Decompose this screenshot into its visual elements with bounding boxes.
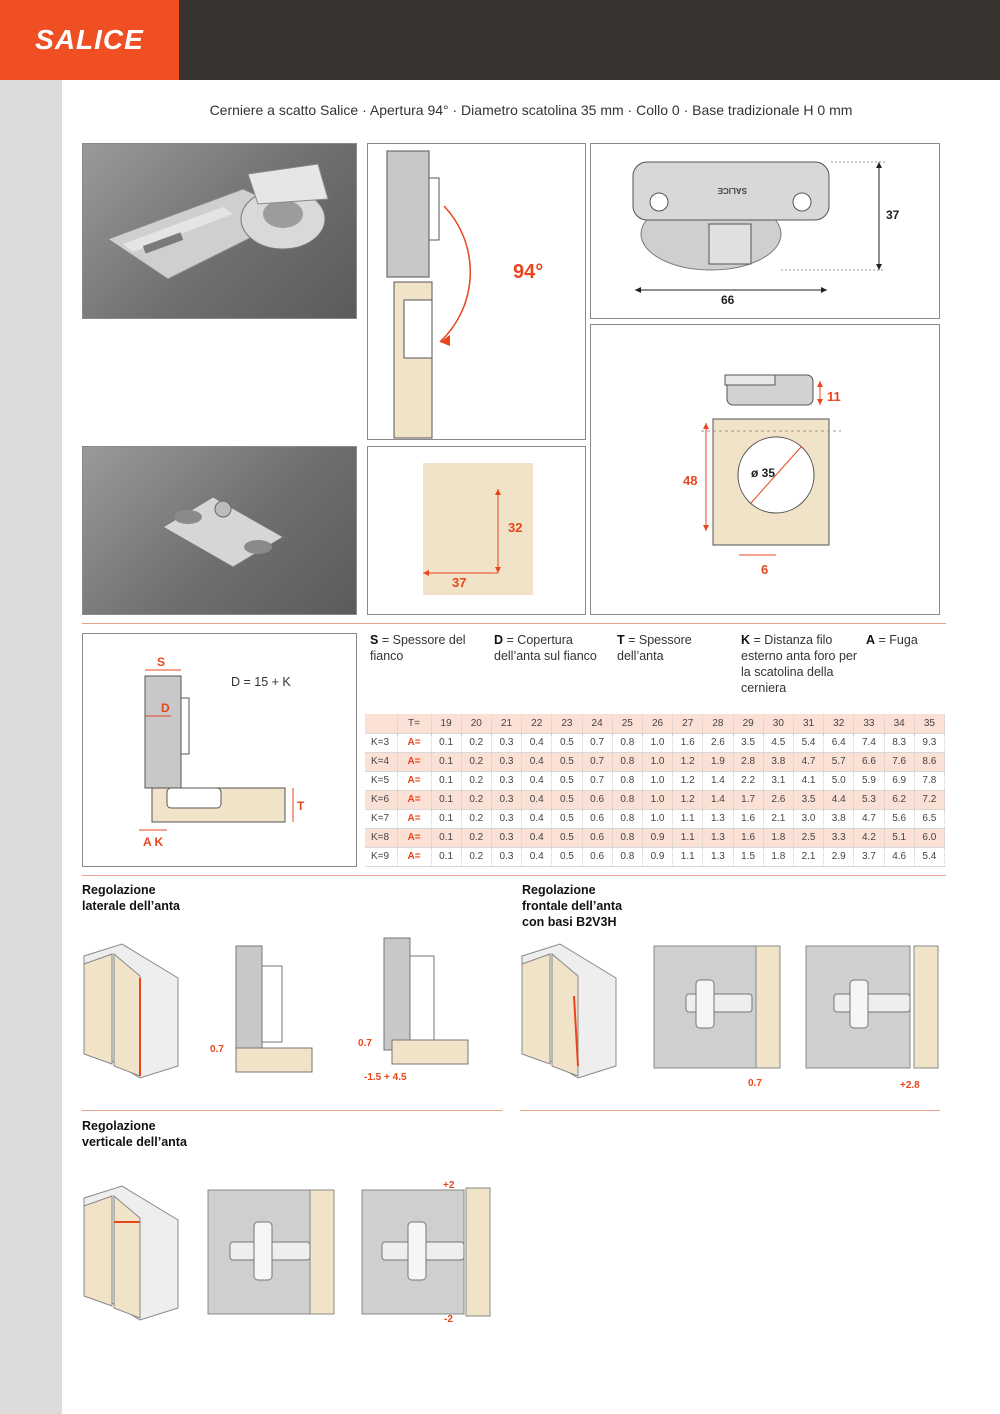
table-cell: 1.0	[642, 733, 672, 752]
table-cell: 1.8	[763, 828, 793, 847]
table-cell: 0.5	[552, 847, 582, 866]
opening-angle-label: 94°	[513, 261, 544, 283]
table-cell: 1.6	[733, 809, 763, 828]
table-cell: 0.4	[522, 790, 552, 809]
frontal-value-2: +2.8	[900, 1080, 920, 1091]
table-cell: 3.1	[763, 771, 793, 790]
table-cell: 6.5	[914, 809, 944, 828]
table-cell: 5.6	[884, 809, 914, 828]
table-row-a: A=	[397, 828, 431, 847]
table-cell: 0.4	[522, 847, 552, 866]
table-cell: 8.3	[884, 733, 914, 752]
table-cell: 1.1	[673, 809, 703, 828]
table-cell: 1.4	[703, 771, 733, 790]
cup-drilling-diagram	[591, 325, 940, 615]
lateral-value-1: 0.7	[210, 1044, 224, 1055]
table-cell: 1.3	[703, 809, 733, 828]
table-cell: 0.8	[612, 847, 642, 866]
table-cell: 2.1	[793, 847, 823, 866]
table-header-cell: 26	[642, 714, 672, 733]
table-cell: 6.2	[884, 790, 914, 809]
table-cell: 0.3	[491, 809, 521, 828]
table-cell: 1.2	[673, 771, 703, 790]
table-cell: 0.4	[522, 752, 552, 771]
table-row-a: A=	[397, 790, 431, 809]
table-cell: 4.2	[854, 828, 884, 847]
table-cell: 7.8	[914, 771, 944, 790]
table-cell: 0.8	[612, 752, 642, 771]
table-cell: 6.4	[824, 733, 854, 752]
table-header-cell: 23	[552, 714, 582, 733]
table-cell: 0.1	[431, 847, 461, 866]
table-cell: 0.7	[582, 752, 612, 771]
table-cell: 0.5	[552, 809, 582, 828]
table-cell: 0.4	[522, 809, 552, 828]
table-cell: 7.4	[854, 733, 884, 752]
lateral-adjustment-title: Regolazione laterale dell’anta	[82, 883, 180, 913]
table-cell: 0.6	[582, 828, 612, 847]
table-cell: 0.1	[431, 752, 461, 771]
frontal-adjustment-title: Regolazione frontale dell’anta con basi B2V3H	[522, 883, 623, 929]
table-cell: 1.0	[642, 790, 672, 809]
vertical-value-plus: +2	[443, 1180, 455, 1191]
table-cell: 5.0	[824, 771, 854, 790]
table-cell: 0.2	[461, 752, 491, 771]
table-cell: 0.8	[612, 809, 642, 828]
table-row-a: A=	[397, 771, 431, 790]
table-cell: 0.5	[552, 733, 582, 752]
table-header-row	[365, 714, 945, 733]
label-ak: A K	[143, 835, 164, 849]
lateral-adjustment-diagram	[82, 936, 502, 1086]
table-cell: 0.4	[522, 733, 552, 752]
table-cell: 2.5	[793, 828, 823, 847]
mounting-plate-illustration	[83, 447, 357, 615]
table-header-cell: 21	[491, 714, 521, 733]
table-cell: 0.5	[552, 828, 582, 847]
cup-height-label: 37	[886, 208, 900, 222]
table-cell: 6.6	[854, 752, 884, 771]
legend-item-k: K = Distanza filo esterno anta foro per la scatolina della cerniera	[741, 633, 858, 695]
table-cell: 2.8	[733, 752, 763, 771]
opening-angle-diagram	[368, 144, 586, 440]
table-cell: 1.4	[703, 790, 733, 809]
table-cell: 0.4	[522, 828, 552, 847]
vertical-value-minus: -2	[444, 1314, 453, 1325]
table-cell: 0.5	[552, 771, 582, 790]
mounting-plate-photo	[82, 446, 357, 615]
table-header-cell: 30	[763, 714, 793, 733]
table-row	[365, 847, 945, 866]
brand-name: SALICE	[35, 24, 144, 55]
table-cell: 1.3	[703, 847, 733, 866]
divider-frontal	[520, 1110, 940, 1111]
table-cell: 0.6	[582, 790, 612, 809]
cup-distance-label: 48	[683, 473, 698, 488]
table-header-cell: 29	[733, 714, 763, 733]
frontal-value-1: 0.7	[748, 1078, 762, 1089]
table-cell: 0.2	[461, 847, 491, 866]
table-cell: 0.8	[612, 790, 642, 809]
table-cell: 1.7	[733, 790, 763, 809]
table-row	[365, 790, 945, 809]
table-header-cell: 34	[884, 714, 914, 733]
divider-table-bottom	[82, 875, 946, 876]
table-cell: 1.2	[673, 752, 703, 771]
table-cell: 3.8	[763, 752, 793, 771]
table-header-cell: 33	[854, 714, 884, 733]
table-cell: 4.4	[824, 790, 854, 809]
cup-width-label: 66	[721, 293, 735, 307]
table-row	[365, 771, 945, 790]
plate-distance-v-label: 32	[508, 520, 523, 535]
table-cell: 3.5	[733, 733, 763, 752]
table-cell: 0.3	[491, 733, 521, 752]
table-header-cell: 25	[612, 714, 642, 733]
table-row-k: K=4	[365, 752, 397, 771]
table-row-a: A=	[397, 752, 431, 771]
table-cell: 1.0	[642, 809, 672, 828]
table-cell: 0.5	[552, 790, 582, 809]
table-header-cell: 19	[431, 714, 461, 733]
divider-table-top	[82, 623, 946, 624]
table-cell: 0.3	[491, 790, 521, 809]
table-cell: 2.6	[763, 790, 793, 809]
table-cell: 4.1	[793, 771, 823, 790]
table-cell: 0.2	[461, 809, 491, 828]
label-t: T	[297, 799, 305, 813]
table-cell: 0.1	[431, 809, 461, 828]
table-cell: 3.7	[854, 847, 884, 866]
table-cell: 5.1	[884, 828, 914, 847]
table-cell: 0.3	[491, 828, 521, 847]
table-cell: 1.2	[673, 790, 703, 809]
table-cell: 0.4	[522, 771, 552, 790]
hinge-illustration	[83, 144, 357, 319]
table-cell: 2.2	[733, 771, 763, 790]
table-row-k: K=5	[365, 771, 397, 790]
frontal-adjustment-diagram	[520, 936, 945, 1096]
table-cell: 6.0	[914, 828, 944, 847]
table-cell: 0.6	[582, 847, 612, 866]
table-cell: 1.0	[642, 752, 672, 771]
table-header-cell: 24	[582, 714, 612, 733]
plate-distance-h-label: 37	[452, 575, 467, 590]
legend-item-t: T = Spessore dell’anta	[617, 633, 692, 663]
table-cell: 0.7	[582, 771, 612, 790]
table-cell: 2.6	[703, 733, 733, 752]
legend-item-a: A = Fuga	[866, 633, 918, 647]
table-cell: 1.5	[733, 847, 763, 866]
overlay-diagram	[83, 634, 357, 867]
table-header-k	[365, 714, 397, 733]
table-row	[365, 733, 945, 752]
overlay-diagram-panel	[82, 633, 357, 867]
table-cell: 7.2	[914, 790, 944, 809]
table-cell: 1.3	[703, 828, 733, 847]
divider-lateral	[82, 1110, 502, 1111]
table-cell: 1.1	[673, 847, 703, 866]
table-cell: 0.9	[642, 847, 672, 866]
table-header-cell: 27	[673, 714, 703, 733]
legend-item-d: D = Copertura dell’anta sul fianco	[494, 633, 597, 663]
table-cell: 0.9	[642, 828, 672, 847]
table-cell: 0.8	[612, 771, 642, 790]
cup-diameter-label: ø 35	[751, 466, 776, 480]
lateral-value-range: -1.5 + 4.5	[364, 1072, 407, 1083]
cup-depth-label: 11	[827, 389, 841, 404]
table-header-cell: 20	[461, 714, 491, 733]
table-row	[365, 752, 945, 771]
table-cell: 5.7	[824, 752, 854, 771]
formula: D = 15 + K	[231, 675, 291, 689]
table-cell: 3.3	[824, 828, 854, 847]
table-cell: 1.6	[673, 733, 703, 752]
table-cell: 1.6	[733, 828, 763, 847]
table-cell: 3.8	[824, 809, 854, 828]
table-cell: 5.4	[914, 847, 944, 866]
cup-drilling-panel	[590, 324, 940, 615]
vertical-adjustment-diagram	[82, 1178, 502, 1328]
table-cell: 0.1	[431, 771, 461, 790]
table-cell: 2.9	[824, 847, 854, 866]
legend-item-s: S = Spessore del fianco	[370, 633, 466, 663]
table-row-a: A=	[397, 847, 431, 866]
brand-logo	[0, 0, 179, 80]
table-cell: 2.1	[763, 809, 793, 828]
table-cell: 0.1	[431, 828, 461, 847]
table-cell: 4.7	[793, 752, 823, 771]
table-row-k: K=8	[365, 828, 397, 847]
table-cell: 5.4	[793, 733, 823, 752]
lateral-value-2: 0.7	[358, 1038, 372, 1049]
cup-logo-text: SALICE	[717, 186, 747, 195]
table-cell: 0.1	[431, 733, 461, 752]
table-cell: 0.1	[431, 790, 461, 809]
table-row-a: A=	[397, 809, 431, 828]
table-cell: 3.0	[793, 809, 823, 828]
plate-drilling-panel	[367, 446, 586, 615]
cup-edge-label: 6	[761, 562, 769, 577]
table-cell: 0.7	[582, 733, 612, 752]
table-row-k: K=9	[365, 847, 397, 866]
table-header-cell: 22	[522, 714, 552, 733]
table-row	[365, 809, 945, 828]
table-row-k: K=3	[365, 733, 397, 752]
table-cell: 0.2	[461, 733, 491, 752]
table-cell: 4.6	[884, 847, 914, 866]
table-cell: 0.3	[491, 847, 521, 866]
table-cell: 0.2	[461, 771, 491, 790]
table-cell: 9.3	[914, 733, 944, 752]
table-cell: 1.9	[703, 752, 733, 771]
table-cell: 5.3	[854, 790, 884, 809]
table-header-cell: 28	[703, 714, 733, 733]
table-cell: 1.0	[642, 771, 672, 790]
vertical-adjustment-title: Regolazione verticale dell’anta	[82, 1119, 187, 1149]
table-cell: 0.8	[612, 828, 642, 847]
table-cell: 4.5	[763, 733, 793, 752]
table-row-k: K=7	[365, 809, 397, 828]
table-cell: 1.8	[763, 847, 793, 866]
table-cell: 6.9	[884, 771, 914, 790]
table-cell: 0.8	[612, 733, 642, 752]
table-cell: 0.2	[461, 790, 491, 809]
label-d: D	[161, 701, 170, 715]
product-subtitle: Cerniere a scatto Salice · Apertura 94° · Diametro scatolina 35 mm · Collo 0 · Base tradizionale H 0 mm	[209, 102, 853, 118]
label-s: S	[157, 655, 166, 669]
table-header-cell: 35	[914, 714, 944, 733]
table-cell: 0.6	[582, 809, 612, 828]
table-row	[365, 828, 945, 847]
table-cell: 0.2	[461, 828, 491, 847]
table-header-cell: 31	[793, 714, 823, 733]
table-cell: 1.1	[673, 828, 703, 847]
cup-top-view-diagram	[591, 144, 940, 319]
table-cell: 7.6	[884, 752, 914, 771]
gap-table	[365, 714, 945, 867]
cup-top-view-panel	[590, 143, 940, 319]
left-sidebar-strip	[0, 80, 62, 1414]
table-cell: 0.3	[491, 752, 521, 771]
table-header-cell: 32	[824, 714, 854, 733]
table-cell: 8.6	[914, 752, 944, 771]
table-header-t: T=	[397, 714, 431, 733]
table-row-a: A=	[397, 733, 431, 752]
table-cell: 0.5	[552, 752, 582, 771]
table-cell: 3.5	[793, 790, 823, 809]
table-cell: 5.9	[854, 771, 884, 790]
table-row-k: K=6	[365, 790, 397, 809]
table-cell: 0.3	[491, 771, 521, 790]
table-cell: 4.7	[854, 809, 884, 828]
opening-angle-panel	[367, 143, 586, 440]
plate-drilling-diagram	[368, 447, 586, 615]
hinge-photo	[82, 143, 357, 319]
